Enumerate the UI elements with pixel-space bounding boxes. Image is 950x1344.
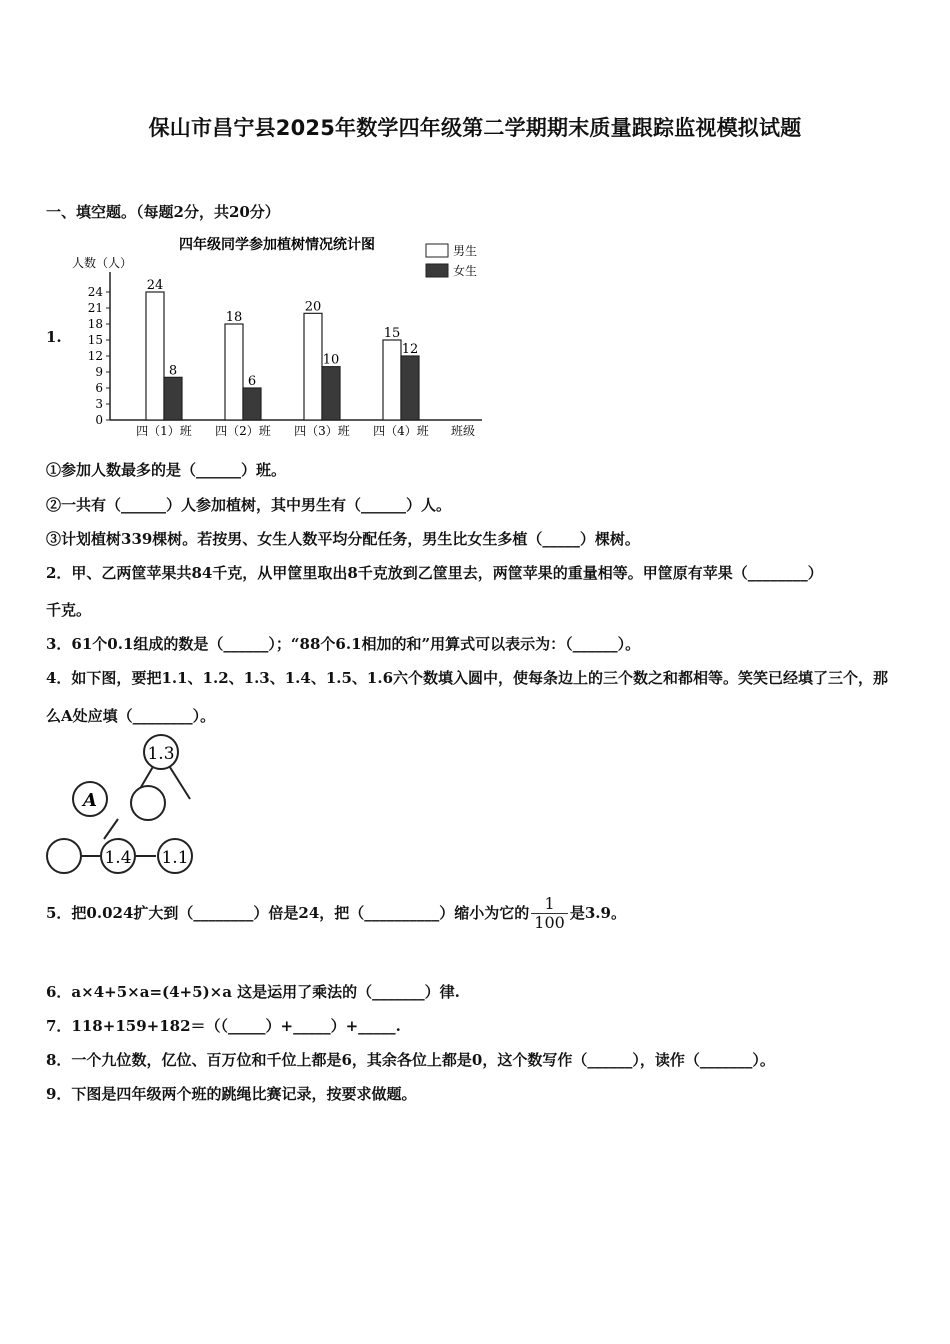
number-triangle-diagram	[44, 733, 196, 875]
bar-value-girls-class-4: 12	[401, 342, 419, 357]
fraction-numerator: 1	[544, 894, 555, 913]
category-label-class-4: 四（4）班	[373, 424, 429, 438]
y-tick-label-6: 6	[95, 381, 103, 395]
question-4-line-2: 么A处应填（________）。	[46, 707, 216, 725]
question-7: 7．118+159+182＝（（_____）+_____）+_____.	[46, 1017, 401, 1035]
y-tick-label-18: 18	[87, 317, 103, 331]
bar-value-boys-class-4: 15	[383, 326, 401, 341]
question-8: 8．一个九位数，亿位、百万位和千位上都是6，其余各位上都是0，这个数写作（______），读作（_______）。	[46, 1051, 775, 1069]
bar-value-boys-class-1: 24	[146, 278, 164, 293]
bar-boys-class-3	[304, 313, 322, 420]
bar-boys-class-4	[383, 340, 401, 420]
bar-value-boys-class-2: 18	[225, 310, 243, 325]
question-5-part-1: 5．把0.024扩大到（________）倍是24，把（__________）缩小为它的	[46, 903, 530, 922]
y-tick-label-12: 12	[87, 349, 103, 363]
fraction-denominator: 100	[531, 913, 568, 932]
y-tick-label-24: 24	[87, 285, 103, 299]
page-title: 保山市昌宁县2025年数学四年级第二学期期末质量跟踪监视模拟试题	[148, 116, 802, 140]
question-5-part-2: 是3.9。	[569, 903, 626, 922]
question-2-line-1: 2．甲、乙两筐苹果共84千克，从甲筐里取出8千克放到乙筐里去，两筐苹果的重量相等。甲筐原有苹果（________）	[46, 564, 823, 582]
circle-top-value: 1.3	[147, 744, 175, 764]
fraction-one-hundredth	[531, 895, 568, 933]
bar-value-girls-class-1: 8	[168, 363, 178, 379]
question-6: 6．a×4+5×a=(4+5)×a 这是运用了乘法的（_______）律.	[46, 983, 460, 1001]
circle-bottom-left	[47, 839, 81, 873]
bar-boys-class-2	[225, 324, 243, 420]
question-4-line-1: 4．如下图，要把1.1、1.2、1.3、1.4、1.5、1.6六个数填入圆中，使每条边上的三个数之和都相等。笑笑已经填了三个，那	[46, 669, 889, 687]
circle-bottom-right-value: 1.1	[161, 848, 189, 868]
chart-ylabel: 人数（人）	[72, 256, 133, 270]
category-label-class-2: 四（2）班	[215, 424, 271, 438]
bar-girls-class-4	[401, 356, 419, 420]
question-1-part-3: ③计划植树339棵树。若按男、女生人数平均分配任务，男生比女生多植（_____）棵树。	[46, 530, 640, 548]
legend-swatch-boys	[426, 244, 448, 257]
category-label-class-3: 四（3）班	[294, 424, 350, 438]
bar-value-girls-class-2: 6	[247, 374, 257, 389]
bar-girls-class-2	[243, 388, 261, 420]
section-heading: 一、填空题。（每题2分，共20分）	[46, 203, 280, 221]
chart-xlabel: 班级	[450, 424, 476, 438]
circle-a-label: A	[83, 790, 97, 811]
question-5	[46, 895, 626, 933]
y-tick-label-3: 3	[95, 397, 103, 411]
question-2-line-2: 千克。	[46, 601, 92, 619]
question-3: 3．61个0.1组成的数是（______）；“88个6.1相加的和”用算式可以表示为：（______）。	[46, 635, 641, 653]
legend-swatch-girls	[426, 264, 448, 277]
category-label-class-1: 四（1）班	[136, 424, 192, 438]
bar-girls-class-1	[164, 377, 182, 420]
question-1-part-2: ②一共有（______）人参加植树，其中男生有（______）人。	[46, 496, 452, 514]
circle-right-mid	[131, 786, 165, 820]
y-tick-label-0: 0	[95, 413, 103, 427]
question-1-part-1: ①参加人数最多的是（______）班。	[46, 461, 287, 479]
question-1-number: 1.	[46, 328, 62, 346]
chart-title: 四年级同学参加植树情况统计图	[179, 237, 375, 253]
legend-label-girls: 女生	[453, 264, 478, 278]
bar-boys-class-1	[146, 292, 164, 420]
tree-planting-bar-chart	[66, 232, 496, 442]
bar-girls-class-3	[322, 367, 340, 420]
legend-label-boys: 男生	[453, 244, 478, 258]
circle-bottom-mid-value: 1.4	[104, 848, 132, 868]
bar-value-girls-class-3: 10	[322, 352, 340, 368]
y-tick-label-21: 21	[87, 301, 103, 315]
y-tick-label-9: 9	[95, 365, 103, 379]
bar-value-boys-class-3: 20	[304, 299, 322, 315]
y-tick-label-15: 15	[87, 333, 103, 347]
question-9: 9．下图是四年级两个班的跳绳比赛记录，按要求做题。	[46, 1085, 417, 1103]
